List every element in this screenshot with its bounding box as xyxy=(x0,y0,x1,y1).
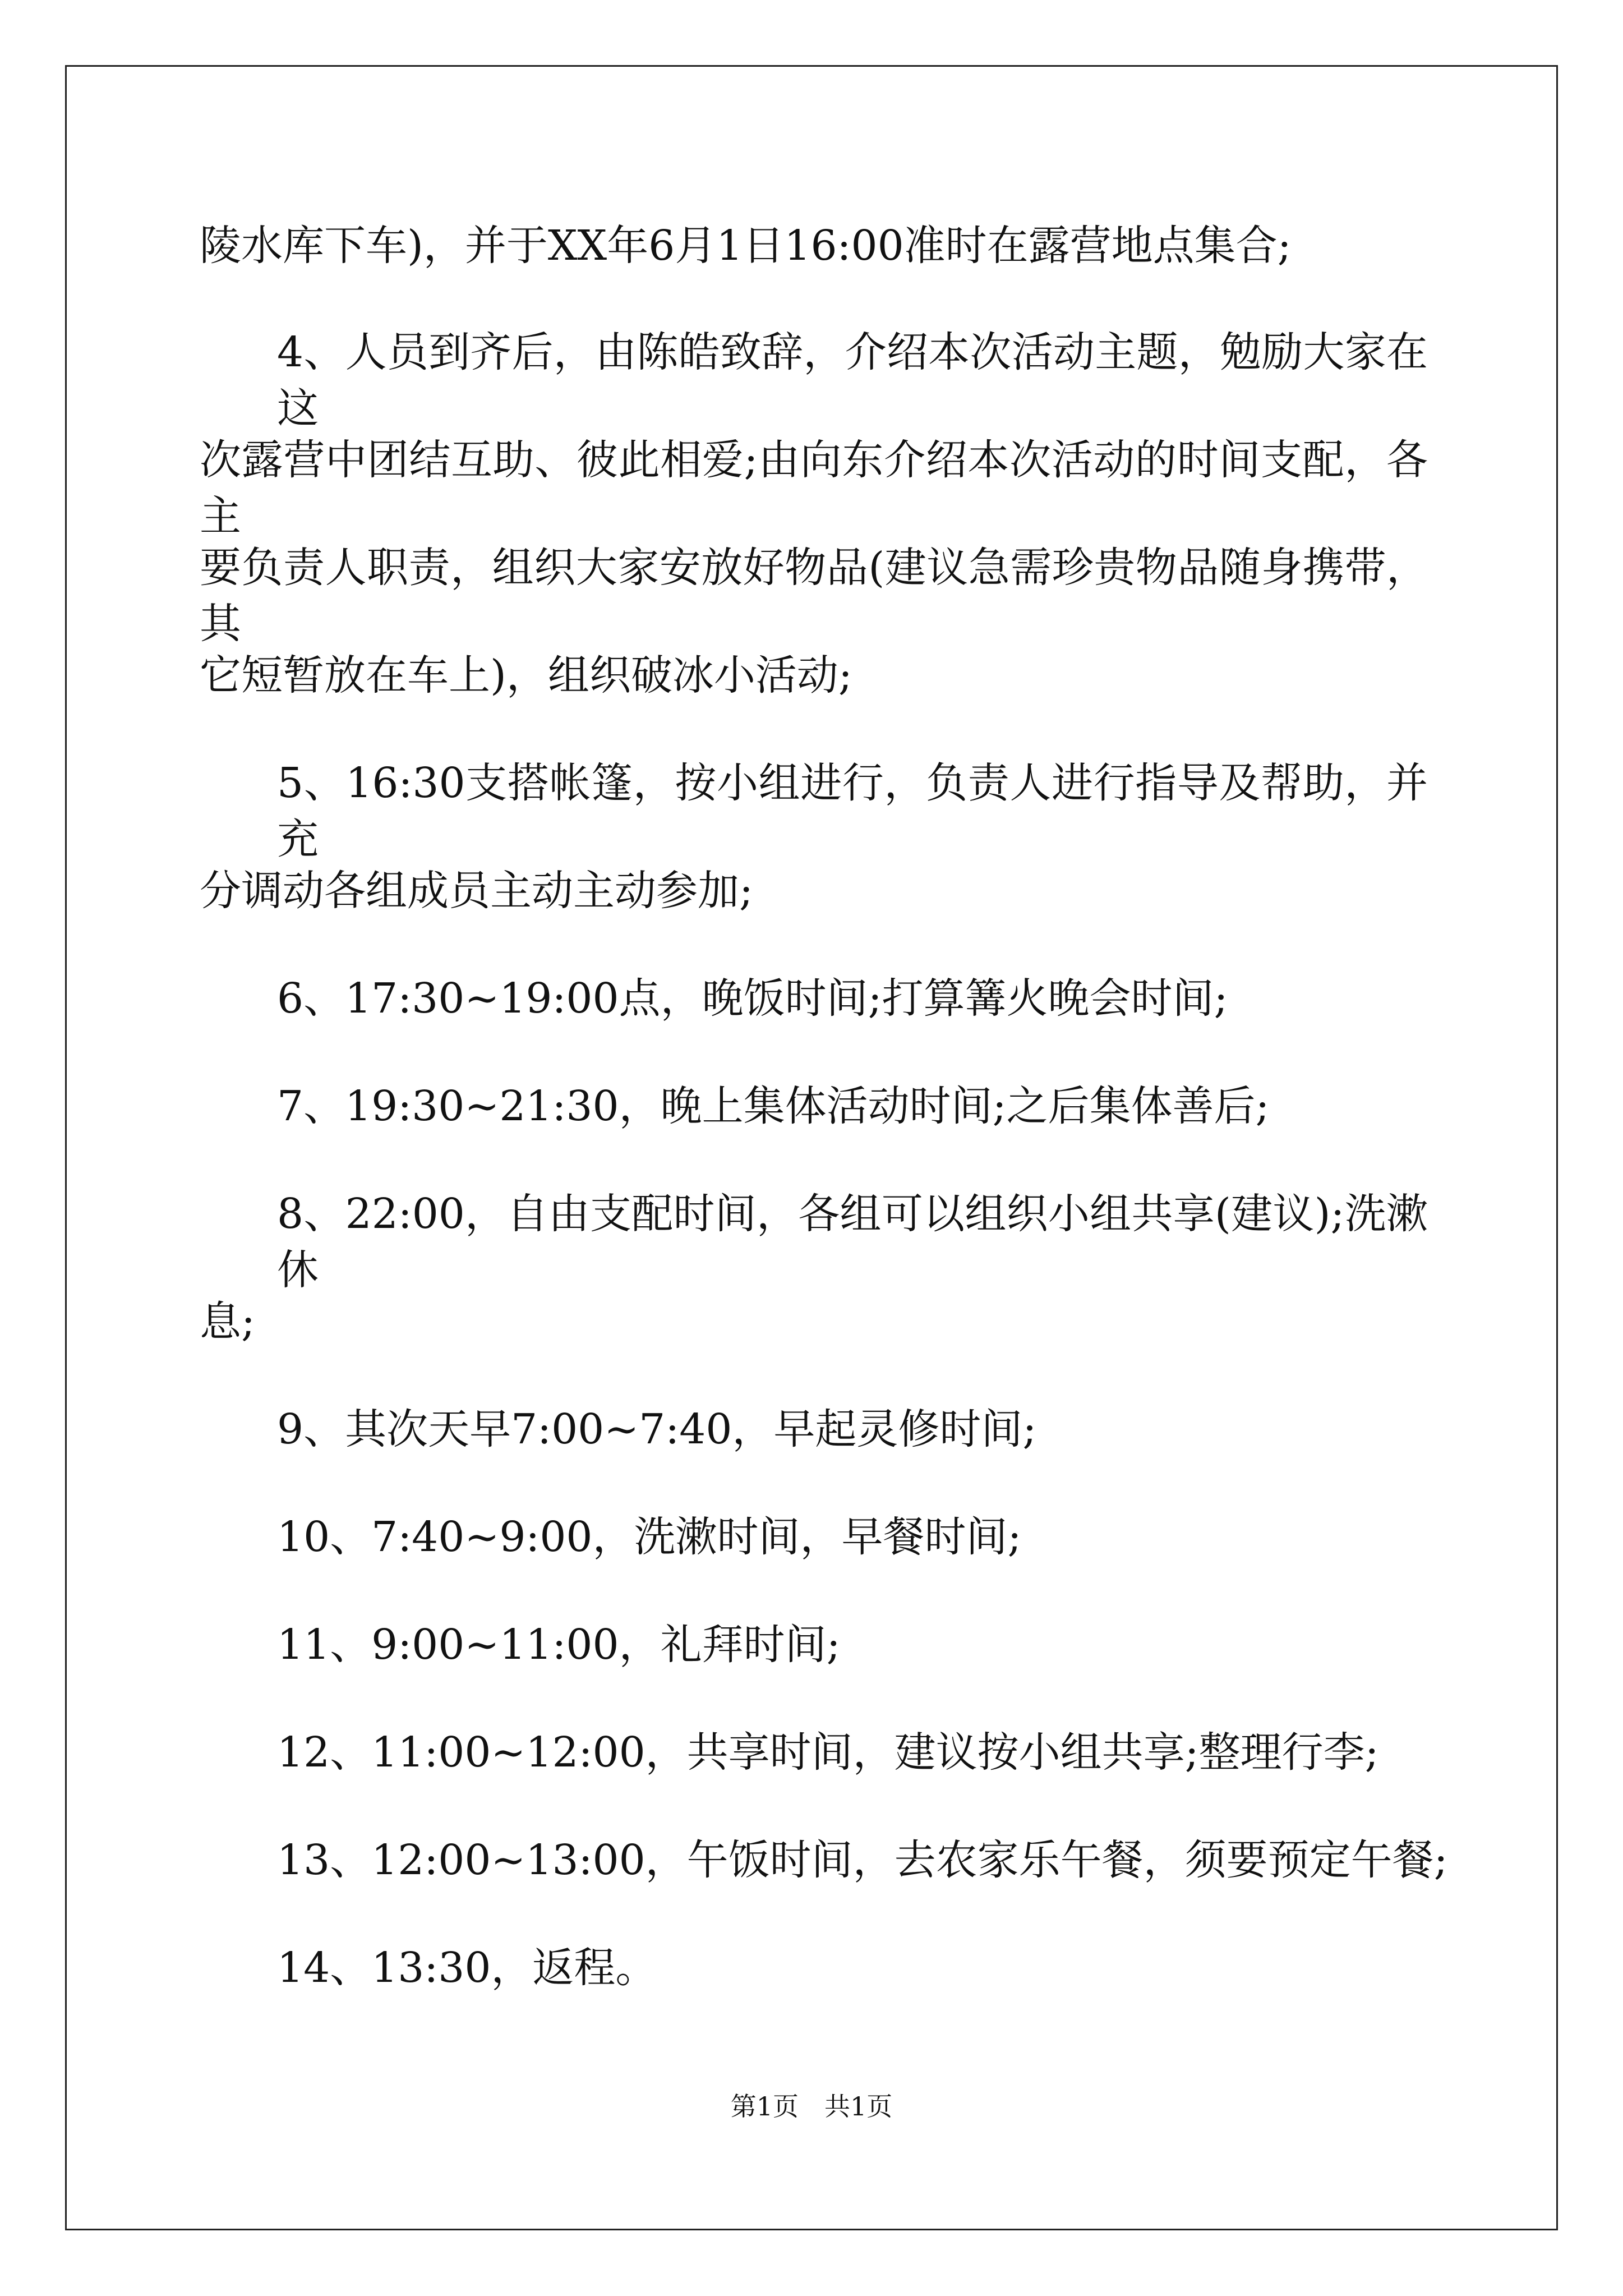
text-line-1: 陵水库下车)，并于XX年6月1日16:00准时在露营地点集合; xyxy=(200,222,1292,270)
text-line-6: 5、16:30支搭帐篷，按小组进行，负责人进行指导及帮助，并充 xyxy=(277,759,1428,863)
text-line-3: 次露营中团结互助、彼此相爱;由向东介绍本次活动的时间支配，各主 xyxy=(200,436,1428,540)
text-line-5: 它短暂放在车上)，组织破冰小活动; xyxy=(200,651,852,700)
text-line-2: 4、人员到齐后，由陈皓致辞，介绍本次活动主题，勉励大家在这 xyxy=(277,328,1428,432)
text-line-9: 7、19:30~21:30，晚上集体活动时间;之后集体善后; xyxy=(277,1082,1270,1130)
text-line-7: 分调动各组成员主动主动参加; xyxy=(200,867,753,915)
text-line-17: 14、13:30，返程。 xyxy=(277,1944,657,1992)
text-line-13: 10、7:40~9:00，洗漱时间，早餐时间; xyxy=(277,1513,1022,1561)
text-line-4: 要负责人职责，组织大家安放好物品(建议急需珍贵物品随身携带，其 xyxy=(200,544,1428,648)
text-line-12: 9、其次天早7:00~7:40，早起灵修时间; xyxy=(277,1405,1037,1453)
text-line-14: 11、9:00~11:00，礼拜时间; xyxy=(277,1621,841,1669)
text-line-15: 12、11:00~12:00，共享时间，建议按小组共享;整理行李; xyxy=(277,1728,1379,1777)
page-number-footer: 第1页 共1页 xyxy=(730,2091,893,2122)
text-line-16: 13、12:00~13:00，午饭时间，去农家乐午餐，须要预定午餐; xyxy=(277,1836,1448,1884)
text-line-11: 息; xyxy=(200,1297,255,1346)
text-line-10: 8、22:00，自由支配时间，各组可以组织小组共享(建议);洗漱休 xyxy=(277,1190,1428,1294)
text-line-8: 6、17:30~19:00点，晚饭时间;打算篝火晚会时间; xyxy=(277,974,1228,1023)
